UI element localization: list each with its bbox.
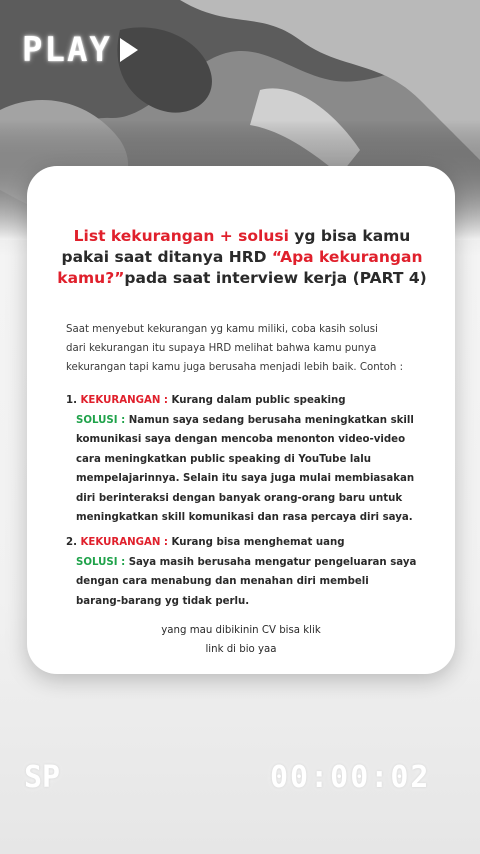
kekurangan-line bbox=[66, 533, 431, 553]
solusi-label: SOLUSI : bbox=[76, 414, 126, 426]
solusi-text: Namun saya sedang berusaha meningkatkan skill bbox=[125, 414, 414, 426]
solusi-line bbox=[66, 553, 431, 573]
solusi-line: meningkatkan skill komunikasi dan rasa percaya diri saya. bbox=[76, 512, 413, 523]
list-item-1 bbox=[66, 391, 431, 528]
item-number: 1. bbox=[66, 395, 77, 406]
kekurangan-text: Kurang dalam public speaking bbox=[168, 395, 346, 406]
cta-line: yang mau dibikinin CV bisa klik bbox=[161, 625, 321, 636]
play-indicator bbox=[22, 30, 138, 70]
solusi-line: dengan cara menabung dan menahan diri membeli bbox=[76, 576, 369, 587]
title-part-3: “Apa kekurangan kamu?” bbox=[57, 248, 423, 287]
kekurangan-text: Kurang bisa menghemat uang bbox=[168, 537, 345, 548]
intro-line: Saat menyebut kekurangan yg kamu miliki, coba kasih solusi bbox=[66, 324, 378, 335]
title-part-1: List kekurangan + solusi bbox=[73, 227, 289, 245]
list-item-2 bbox=[66, 533, 431, 611]
play-icon bbox=[120, 38, 138, 62]
play-label: PLAY bbox=[22, 30, 112, 70]
title-part-2: yg bisa kamu pakai saat ditanya HRD bbox=[61, 227, 411, 266]
cta-text bbox=[27, 621, 455, 659]
kekurangan-label: KEKURANGAN : bbox=[80, 395, 169, 406]
cta-line: link di bio yaa bbox=[205, 644, 277, 655]
solusi-line: diri berinteraksi dengan banyak orang-orang baru untuk bbox=[76, 492, 403, 504]
item-number: 2. bbox=[66, 537, 77, 548]
kekurangan-label: KEKURANGAN : bbox=[80, 537, 169, 548]
solusi-line: komunikasi saya dengan mencoba menonton video-video bbox=[76, 434, 406, 445]
sp-indicator: SP bbox=[24, 760, 61, 795]
timecode: 00:00:02 bbox=[270, 760, 431, 795]
solusi-label: SOLUSI : bbox=[76, 556, 126, 568]
solusi-line: cara meningkatkan public speaking di YouTube lalu bbox=[76, 453, 372, 465]
title-part-4: pada saat interview kerja (PART 4) bbox=[124, 269, 427, 287]
card-title bbox=[57, 226, 427, 289]
content-card bbox=[27, 166, 455, 674]
kekurangan-line bbox=[66, 391, 431, 411]
solusi-text: Saya masih berusaha mengatur pengeluaran saya bbox=[125, 556, 417, 568]
intro-line: kekurangan tapi kamu juga berusaha menjadi lebih baik. Contoh : bbox=[66, 362, 404, 373]
solusi-line: barang-barang yg tidak perlu. bbox=[76, 595, 250, 607]
intro-paragraph bbox=[66, 320, 426, 377]
solusi-line bbox=[66, 411, 431, 431]
solusi-line: mempelajarinnya. Selain itu saya juga mulai membiasakan bbox=[76, 473, 415, 484]
intro-line: dari kekurangan itu supaya HRD melihat bahwa kamu punya bbox=[66, 343, 377, 354]
